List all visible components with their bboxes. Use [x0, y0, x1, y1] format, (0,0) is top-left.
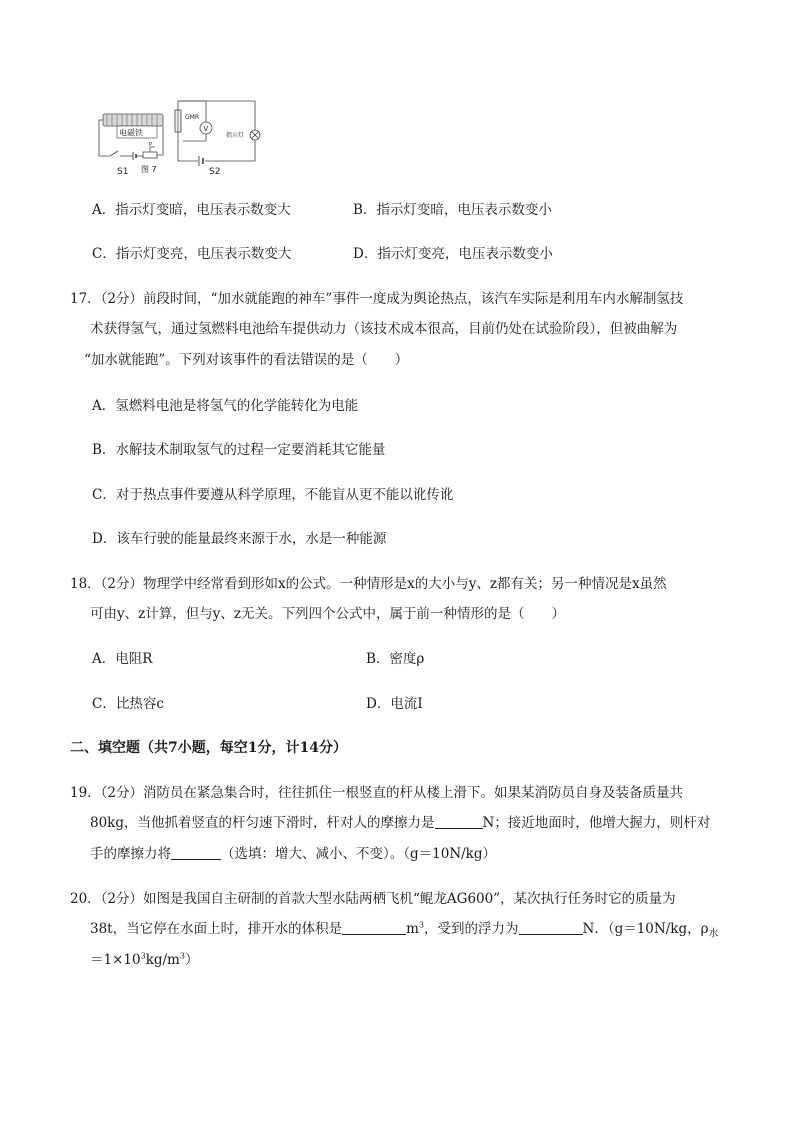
q17-option-a[interactable]	[92, 396, 358, 416]
text-fragment: （选填：增大、减小、不变）。（g＝10N/kg）	[221, 846, 497, 862]
q16-option-b[interactable]	[353, 200, 552, 220]
q17-stem-line1: 17．（2分）前段时间，“加水就能跑的神车”事件一度成为舆论热点，该汽车实际是利用车内水解制氢技	[70, 291, 684, 307]
option-letter: B．	[353, 202, 377, 218]
voltmeter-label: V	[203, 125, 209, 133]
rheostat-icon	[143, 152, 157, 158]
exponent: 3	[179, 951, 185, 961]
option-text: 指示灯变暗，电压表示数变大	[115, 202, 291, 218]
option-text: 对于热点事件要遵从科学原理，不能盲从更不能以讹传讹	[115, 487, 454, 503]
option-letter: B．	[92, 442, 116, 458]
option-letter: A．	[92, 202, 116, 218]
option-letter: D．	[92, 531, 117, 547]
q17-stem-line2: 术获得氢气，通过氢燃料电池给车提供动力（该技术成本很高，目前仍处在试验阶段），但被曲解为	[90, 321, 678, 337]
text-fragment: kg/m	[145, 952, 180, 968]
option-text: 电阻R	[115, 651, 153, 667]
q19-stem-line1: 19．（2分）消防员在紧急集合时，往往抓住一根竖直的杆从楼上滑下。如果某消防员自身及装备质量共	[70, 785, 684, 801]
option-text: 电流I	[390, 696, 423, 712]
option-letter: D．	[366, 696, 391, 712]
circuit-figure-7	[95, 97, 270, 177]
exponent: 3	[140, 951, 146, 961]
option-letter: C．	[92, 487, 116, 503]
switch-s2-label: S2	[209, 167, 221, 177]
q16-option-a[interactable]	[92, 200, 291, 220]
text-fragment: ）	[184, 952, 199, 968]
q19-stem-line2	[90, 813, 710, 833]
option-text: 指示灯变暗，电压表示数变小	[376, 202, 552, 218]
q18-option-a[interactable]	[92, 649, 152, 669]
subscript-water: 水	[708, 928, 719, 940]
text-fragment: N；接近地面时，他增大握力，则杆对	[482, 815, 711, 831]
q18-option-c[interactable]	[92, 694, 164, 714]
answer-blank-change[interactable]	[171, 845, 221, 860]
q16-option-c[interactable]	[92, 244, 291, 264]
option-text: 氢燃料电池是将氢气的化学能转化为电能	[115, 398, 359, 414]
q16-option-d[interactable]	[353, 244, 553, 264]
unit-exponent: 3	[418, 920, 425, 930]
option-text: 水解技术制取氢气的过程一定要消耗其它能量	[115, 442, 386, 458]
slider-p-label: P	[149, 142, 153, 148]
option-text: 指示灯变亮，电压表示数变小	[377, 246, 553, 262]
switch-s1-label: S1	[117, 167, 129, 177]
text-fragment: 38t，当它停在水面上时，排开水的体积是	[90, 921, 343, 937]
q17-option-c[interactable]	[92, 485, 453, 505]
option-letter: C．	[92, 696, 116, 712]
text-fragment: ＝1×10	[90, 952, 141, 968]
text-fragment: 80kg，当他抓着竖直的杆匀速下滑时，杆对人的摩擦力是	[90, 815, 435, 831]
gmr-label: GMR	[185, 114, 199, 121]
q20-stem-line1: 20．（2分）如图是我国自主研制的首款大型水陆两栖飞机“鲲龙AG600”，某次执行任务时它的质量为	[70, 891, 676, 907]
option-letter: A．	[92, 398, 116, 414]
q19-stem-line3	[90, 844, 496, 864]
figure-caption: 图 7	[141, 165, 157, 174]
text-fragment: N．（g＝10N/kg，ρ	[582, 921, 709, 937]
q18-stem-line1: 18．（2分）物理学中经常看到形如x的公式。一种情形是x的大小与y、z都有关；另一种情况是x虽然	[70, 576, 667, 592]
answer-blank-volume[interactable]	[342, 920, 406, 935]
option-text: 指示灯变亮，电压表示数变大	[115, 246, 292, 262]
q17-option-d[interactable]	[92, 529, 386, 549]
unit-text: m	[406, 921, 419, 937]
answer-blank-buoyancy[interactable]	[519, 920, 583, 935]
option-text: 密度ρ	[389, 651, 425, 667]
answer-blank-friction[interactable]	[435, 814, 483, 829]
q17-stem-line3: “加水就能跑”。下列对该事件的看法错误的是（ ）	[84, 352, 409, 368]
q18-stem-line2: 可由y、z计算，但与y、z无关。下列四个公式中，属于前一种情形的是（ ）	[90, 606, 565, 622]
q18-option-d[interactable]	[366, 694, 423, 714]
q20-stem-line2	[90, 919, 719, 939]
option-letter: B．	[366, 651, 390, 667]
option-letter: C．	[92, 246, 116, 262]
option-letter: A．	[92, 651, 116, 667]
text-fragment: 手的摩擦力将	[90, 846, 171, 862]
q18-option-b[interactable]	[366, 649, 424, 669]
q17-option-b[interactable]	[92, 440, 385, 460]
option-text: 比热容c	[115, 696, 164, 712]
lamp-label: 指示灯	[226, 132, 245, 139]
section-heading: 二、填空题（共7小题，每空1分，计14分）	[70, 740, 347, 756]
electromagnet-label: 电磁铁	[119, 128, 143, 138]
q20-stem-line3	[90, 950, 198, 970]
option-letter: D．	[353, 246, 378, 262]
option-text: 该车行驶的能量最终来源于水，水是一种能源	[116, 531, 387, 547]
text-fragment: ，受到的浮力为	[424, 921, 519, 937]
switch-s1-icon	[110, 151, 118, 156]
